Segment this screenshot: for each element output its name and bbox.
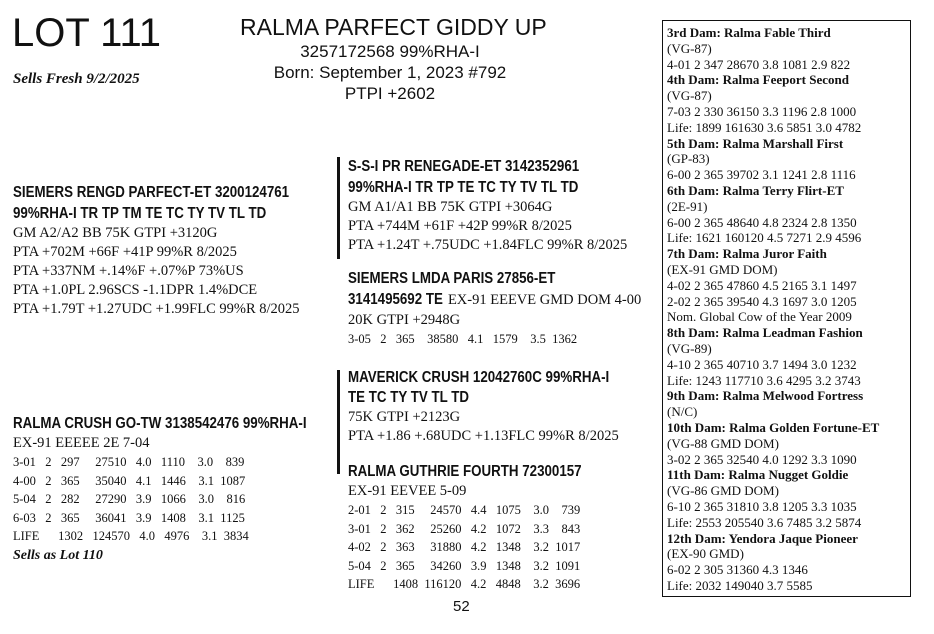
dam-entry-line: 4-02 2 365 47860 4.5 2165 3.1 1497 <box>667 277 857 293</box>
dam-entry-title: 12th Dam: Yendora Jaque Pioneer <box>667 530 858 546</box>
dam-lot-note: Sells as Lot 110 <box>13 547 103 563</box>
dam-dam-name: RALMA GUTHRIE FOURTH 72300157 <box>348 463 582 480</box>
page-number: 52 <box>453 598 470 615</box>
sire-sire-line: GM A1/A1 BB 75K GTPI +3064G <box>348 199 553 215</box>
animal-birth: Born: September 1, 2023 #792 <box>273 63 507 82</box>
sire-name: SIEMERS RENGD PARFECT-ET 3200124761 <box>13 184 290 201</box>
sire-sire-genetics: 99%RHA-I TR TP TE TC TY TV TL TD <box>348 179 579 196</box>
dam-entry-line: (VG-86 GMD DOM) <box>667 483 779 499</box>
dam-entry-line: Nom. Global Cow of the Year 2009 <box>667 309 852 325</box>
dam-dam-classification: EX-91 EEVEE 5-09 <box>348 483 467 499</box>
dam-entry-line: (GP-83) <box>667 151 710 167</box>
dam-dam-block <box>348 462 620 594</box>
dam-dam-record: 2-01 2 315 24570 4.4 1075 3.0 739 <box>348 503 581 517</box>
dam-sire-genetics: TE TC TY TV TL TD <box>348 389 469 406</box>
dam-entry-line: Life: 1621 160120 4.5 7271 2.9 4596 <box>667 230 862 246</box>
dam-entry-line: (N/C) <box>667 404 698 420</box>
sire-block <box>13 182 334 319</box>
dam-record: 4-00 2 365 35040 4.1 1446 3.1 1087 <box>13 473 246 488</box>
dam-entry-line: (VG-87) <box>667 40 712 56</box>
dam-entry-line: 4-01 2 347 28670 3.8 1081 2.9 822 <box>667 56 851 72</box>
animal-id: 3257172568 99%RHA-I <box>300 42 480 61</box>
dam-dam-record: LIFE 1408 116120 4.2 4848 3.2 3696 <box>348 577 581 591</box>
dam-entry <box>667 72 910 135</box>
animal-ptpi: PTPI +2602 <box>344 84 436 103</box>
sire-dam-record: 3-05 2 365 38580 4.1 1579 3.5 1362 <box>348 332 578 346</box>
dam-entry-title: 3rd Dam: Ralma Fable Third <box>667 25 831 40</box>
pedigree-connector <box>337 370 340 474</box>
animal-header <box>240 14 547 104</box>
animal-name: RALMA PARFECT GIDDY UP <box>240 14 547 40</box>
dam-entry <box>667 420 910 467</box>
dam-entry <box>667 136 910 183</box>
sire-line: PTA +702M +66F +41P 99%R 8/2025 <box>13 244 237 260</box>
dam-entry-line: (VG-88 GMD DOM) <box>667 435 779 451</box>
sire-line: PTA +1.0PL 2.96SCS -1.1DPR 1.4%DCE <box>13 282 258 298</box>
dam-entry <box>667 388 910 420</box>
dam-entry-title: 9th Dam: Ralma Melwood Fortress <box>667 388 864 404</box>
dam-entry-line: (VG-89) <box>667 340 712 356</box>
dam-entry-line: 6-00 2 365 39702 3.1 1241 2.8 1116 <box>667 167 856 183</box>
dam-line-box <box>662 20 911 597</box>
sire-sire-line: PTA +1.24T +.75UDC +1.84FLC 99%R 8/2025 <box>348 237 628 253</box>
dam-entry <box>667 25 910 72</box>
sells-fresh-date: Sells Fresh 9/2/2025 <box>13 71 140 87</box>
sire-line: PTA +337NM +.14%F +.07%P 73%US <box>13 263 244 279</box>
dam-sire-line: PTA +1.86 +.68UDC +1.13FLC 99%R 8/2025 <box>348 428 619 444</box>
sire-line: PTA +1.79T +1.27UDC +1.99FLC 99%R 8/2025 <box>13 301 300 317</box>
dam-entry <box>667 467 910 530</box>
dam-sire-line: 75K GTPI +2123G <box>348 409 461 425</box>
dam-entry-line: 6-02 2 305 31360 4.3 1346 <box>667 562 808 578</box>
dam-record: 6-03 2 365 36041 3.9 1408 3.1 1125 <box>13 510 245 525</box>
dam-entry-title: 4th Dam: Ralma Feeport Second <box>667 72 849 88</box>
dam-record: 5-04 2 282 27290 3.9 1066 3.0 816 <box>13 492 246 506</box>
sire-sire-line: PTA +744M +61F +42P 99%R 8/2025 <box>348 218 572 234</box>
dam-entry-line: 4-10 2 365 40710 3.7 1494 3.0 1232 <box>667 356 857 372</box>
dam-sire-block <box>348 368 652 446</box>
dam-entry-line: 2-02 2 365 39540 4.3 1697 3.0 1205 <box>667 293 857 309</box>
dam-entry <box>667 531 910 594</box>
dam-record: LIFE 1302 124570 4.0 4976 3.1 3834 <box>13 529 249 543</box>
dam-entry-title: 7th Dam: Ralma Juror Faith <box>667 246 827 262</box>
sire-genetics: 99%RHA-I TR TP TM TE TC TY TV TL TD <box>13 205 267 222</box>
sire-dam-reg-number: 3141495692 TE <box>348 291 443 308</box>
dam-entry-line: (VG-87) <box>667 88 712 104</box>
dam-entry-title: 10th Dam: Ralma Golden Fortune-ET <box>667 419 880 435</box>
dam-entry-title: 5th Dam: Ralma Marshall First <box>667 135 844 151</box>
dam-entry-title: 11th Dam: Ralma Nugget Goldie <box>667 467 849 483</box>
sire-sire-block <box>348 156 627 255</box>
dam-entry-line: (EX-91 GMD DOM) <box>667 261 778 277</box>
sire-sire-name: S-S-I PR RENEGADE-ET 3142352961 <box>348 158 580 175</box>
dam-entry-line: Life: 1243 117710 3.6 4295 3.2 3743 <box>667 372 861 388</box>
sire-dam-name: SIEMERS LMDA PARIS 27856-ET <box>348 270 556 287</box>
sire-dam-classification: EX-91 EEEVE GMD DOM 4-00 <box>444 292 642 308</box>
dam-dam-record: 3-01 2 362 25260 4.2 1072 3.3 843 <box>348 521 581 536</box>
dam-entry-line: (2E-91) <box>667 198 708 214</box>
dam-entry-line: 6-00 2 365 48640 4.8 2324 2.8 1350 <box>667 214 857 230</box>
dam-entry-line: Life: 1899 161630 3.6 5851 3.0 4782 <box>667 119 862 135</box>
dam-entry-line: 6-10 2 365 31810 3.8 1205 3.3 1035 <box>667 498 857 514</box>
dam-name: RALMA CRUSH GO-TW 3138542476 99%RHA-I <box>13 415 307 432</box>
dam-entry-line: 3-02 2 365 32540 4.0 1292 3.3 1090 <box>667 451 857 467</box>
dam-block <box>13 414 354 565</box>
sire-dam-block <box>348 268 641 349</box>
dam-record: 3-01 2 297 27510 4.0 1110 3.0 839 <box>13 455 245 469</box>
dam-entry-line: (EX-90 GMD) <box>667 546 744 562</box>
lot-number: LOT 111 <box>12 11 161 55</box>
sire-dam-line: 20K GTPI +2948G <box>348 312 461 328</box>
dam-entry-line: Life: 2553 205540 3.6 7485 3.2 5874 <box>667 514 862 530</box>
dam-entry <box>667 183 910 246</box>
dam-entry <box>667 325 910 388</box>
dam-classification: EX-91 EEEEE 2E 7-04 <box>13 435 150 451</box>
dam-entry-line: Life: 2032 149040 3.7 5585 <box>667 577 813 593</box>
dam-dam-record: 5-04 2 365 34260 3.9 1348 3.2 1091 <box>348 558 581 573</box>
dam-dam-record: 4-02 2 363 31880 4.2 1348 3.2 1017 <box>348 540 581 554</box>
dam-sire-name: MAVERICK CRUSH 12042760C 99%RHA-I <box>348 369 610 386</box>
sire-line: GM A2/A2 BB 75K GTPI +3120G <box>13 225 218 241</box>
dam-entry <box>667 246 910 325</box>
dam-entry-title: 6th Dam: Ralma Terry Flirt-ET <box>667 182 844 198</box>
dam-entry-title: 8th Dam: Ralma Leadman Fashion <box>667 325 863 341</box>
pedigree-connector <box>337 157 340 259</box>
sire-dam-registration <box>348 289 641 311</box>
dam-entry-line: 7-03 2 330 36150 3.3 1196 2.8 1000 <box>667 103 857 119</box>
